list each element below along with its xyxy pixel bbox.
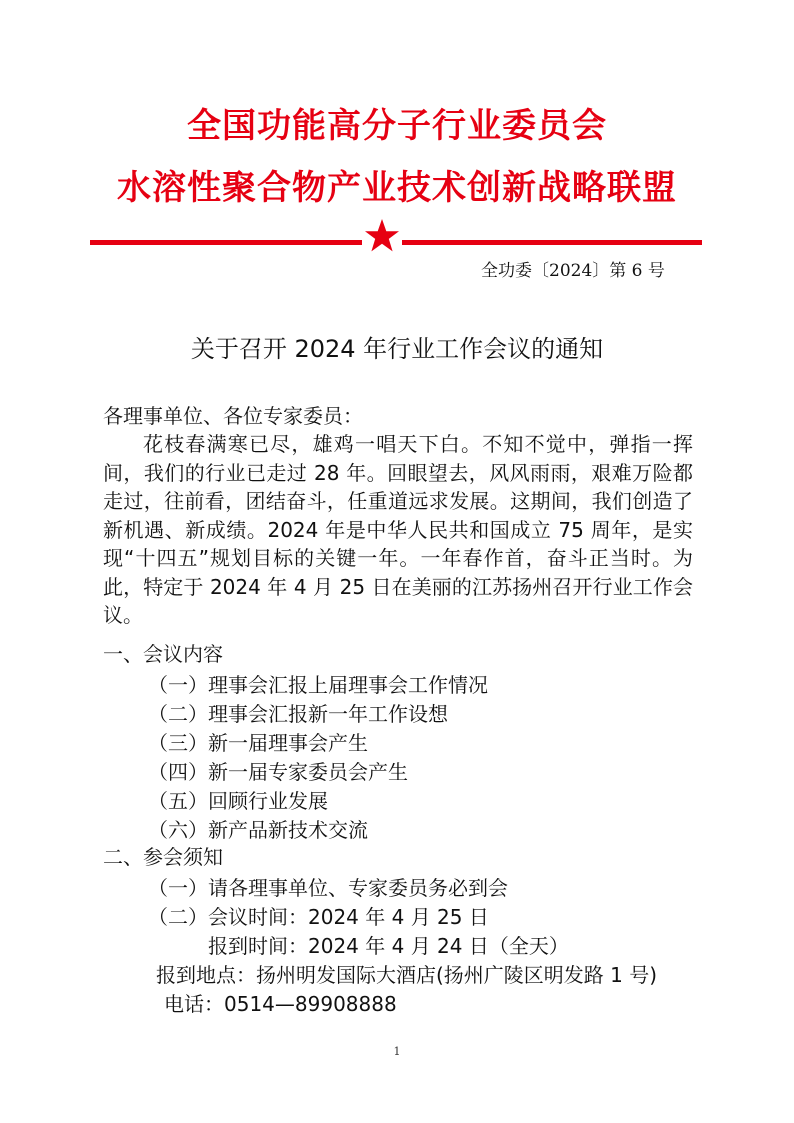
document-number: 全功委〔2024〕第 6 号 bbox=[481, 261, 665, 281]
star-icon bbox=[364, 218, 400, 254]
notes-item-checkin-place: 报到地点：扬州明发国际大酒店(扬州广陵区明发路 1 号) bbox=[156, 963, 658, 987]
section-heading-agenda: 一、会议内容 bbox=[103, 642, 223, 666]
salutation: 各理事单位、各位专家委员： bbox=[103, 404, 363, 428]
org-name-line1: 全国功能高分子行业委员会 bbox=[187, 106, 607, 146]
notes-item-checkin-time: 报到时间：2024 年 4 月 24 日（全天） bbox=[208, 934, 569, 958]
agenda-item: （三）新一届理事会产生 bbox=[148, 731, 368, 755]
page-number: 1 bbox=[393, 1045, 401, 1058]
contact-phone: 电话：0514—89908888 bbox=[164, 992, 397, 1016]
header-rule-left bbox=[90, 240, 362, 245]
document-title: 关于召开 2024 年行业工作会议的通知 bbox=[190, 335, 604, 363]
agenda-item: （四）新一届专家委员会产生 bbox=[148, 760, 408, 784]
notes-item-attendance: （一）请各理事单位、专家委员务必到会 bbox=[148, 876, 508, 900]
notes-item-meeting-time: （二）会议时间：2024 年 4 月 25 日 bbox=[148, 905, 489, 929]
agenda-item: （六）新产品新技术交流 bbox=[148, 818, 368, 842]
agenda-item: （一）理事会汇报上届理事会工作情况 bbox=[148, 673, 488, 697]
agenda-item: （二）理事会汇报新一年工作设想 bbox=[148, 702, 448, 726]
header-rule-right bbox=[402, 240, 702, 245]
section-heading-notes: 二、参会须知 bbox=[103, 845, 223, 869]
org-name-line2: 水溶性聚合物产业技术创新战略联盟 bbox=[117, 168, 677, 208]
intro-paragraph: 花枝春满寒已尽，雄鸡一唱天下白。不知不觉中，弹指一挥间，我们的行业已走过 28 年。回眼望去，风风雨雨，艰难万险都走过，往前看，团结奋斗，任重道远求发展。这期间，我们创造了新机遇、新成绩。2024 年是中华人民共和国成立 75 周年，是实现“十四五”规划目标的关键一年。一年春作首，奋斗正当时。为此，特定于 2024 年 4 月 25 日在美丽的江苏扬州召开行业工作会议。 bbox=[103, 432, 693, 627]
agenda-item: （五）回顾行业发展 bbox=[148, 789, 328, 813]
